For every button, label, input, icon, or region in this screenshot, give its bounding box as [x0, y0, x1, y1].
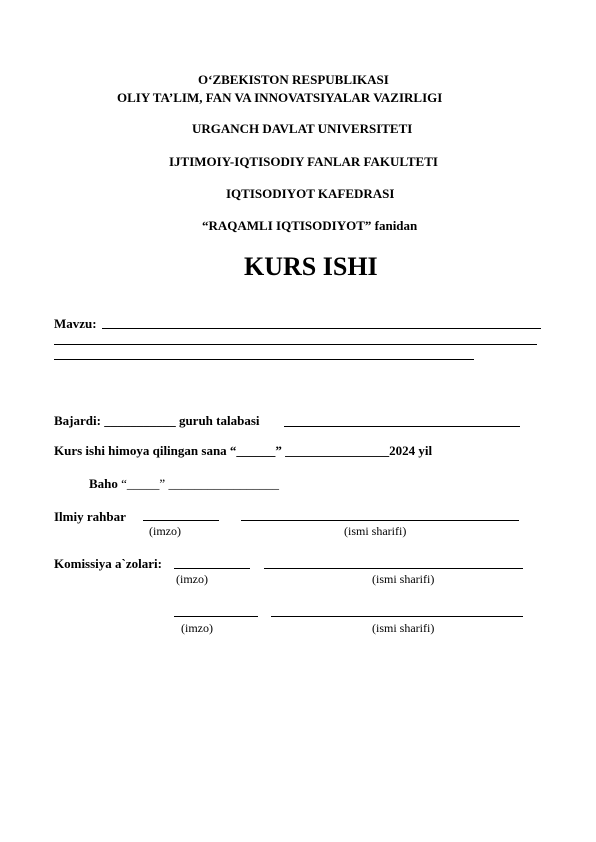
supervisor-name-line	[241, 520, 519, 521]
commission-label: Komissiya a`zolari:	[54, 556, 162, 571]
group-blank: ___________	[104, 413, 176, 428]
commission-sign-caption-1: (imzo)	[176, 572, 208, 586]
grade-label: Baho	[89, 476, 118, 491]
topic-line-1	[102, 328, 541, 329]
topic-line-2	[54, 344, 537, 345]
topic-line-3	[54, 359, 474, 360]
performer-label	[54, 413, 260, 429]
defense-year: 2024 yil	[389, 443, 433, 458]
grade-row	[89, 476, 279, 492]
supervisor-sign-caption: (imzo)	[149, 524, 181, 538]
document-title: KURS ISHI	[244, 252, 378, 281]
commission-sign-line-2	[174, 616, 258, 617]
defense-date	[54, 443, 432, 459]
group-suffix: guruh talabasi	[178, 413, 260, 428]
performer-label-text: Bajardi:	[54, 413, 101, 428]
commission-sign-caption-2: (imzo)	[181, 621, 213, 635]
university-name: URGANCH DAVLAT UNIVERSITETI	[192, 121, 413, 136]
commission-sign-line-1	[174, 568, 250, 569]
faculty-name: IJTIMOIY-IQTISODIY FANLAR FAKULTETI	[169, 154, 438, 169]
supervisor-name-caption: (ismi sharifi)	[344, 524, 407, 538]
commission-name-line-2	[271, 616, 523, 617]
subject-name: “RAQAMLI IQTISODIYOT” fanidan	[202, 218, 418, 233]
supervisor-label: Ilmiy rahbar	[54, 509, 126, 524]
commission-name-line-1	[264, 568, 523, 569]
department-name: IQTISODIYOT KAFEDRASI	[226, 186, 395, 201]
defense-date-text: Kurs ishi himoya qilingan sana “______” ________________	[54, 443, 390, 458]
commission-name-caption-2: (ismi sharifi)	[372, 621, 435, 635]
student-name-line	[284, 426, 520, 427]
grade-value: “_____” _________________	[121, 476, 279, 491]
commission-name-caption-1: (ismi sharifi)	[372, 572, 435, 586]
ministry-line-2: OLIY TA’LIM, FAN VA INNOVATSIYALAR VAZIRLIGI	[117, 90, 443, 105]
ministry-line-1: O‘ZBEKISTON RESPUBLIKASI	[198, 72, 389, 87]
topic-label: Mavzu:	[54, 316, 97, 331]
supervisor-sign-line	[143, 520, 219, 521]
